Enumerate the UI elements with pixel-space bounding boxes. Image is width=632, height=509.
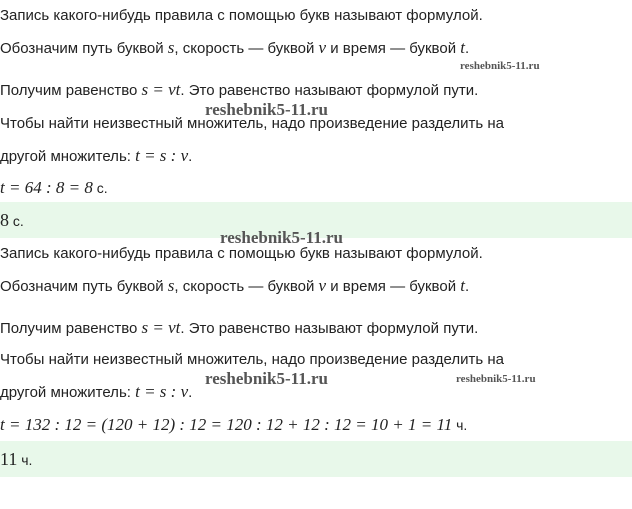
watermark-5: reshebnik5-11.ru (456, 373, 536, 385)
s2-notation-text-c: и время — буквой (326, 278, 461, 295)
s1-notation-text-b: , скорость — буквой (174, 40, 319, 57)
s1-equality-text-b: . Это равенство называют формулой пути. (180, 82, 479, 99)
s1-answer-unit: с. (9, 213, 24, 229)
s2-divisor-formula: t = s : ν (135, 382, 189, 401)
s2-divisor-text-b: . (188, 384, 193, 401)
s1-answer-value: 8 (0, 210, 9, 230)
s2-calculation (0, 413, 467, 436)
s2-divisor-text-a: другой множитель: (0, 384, 136, 401)
s2-answer (0, 448, 32, 471)
s2-calculation-formula: t = 132 : 12 = (120 + 12) : 12 = 120 : 12 + 12 : 12 = 10 + 1 = 11 (0, 415, 453, 434)
s2-calculation-unit: ч. (452, 417, 468, 433)
s2-notation-text-a: Обозначим путь буквой (0, 278, 168, 295)
s1-divisor-text-a: другой множитель: (0, 148, 136, 165)
s2-notation-text-b: , скорость — буквой (174, 278, 319, 295)
watermark-2: reshebnik5-11.ru (205, 100, 328, 119)
s1-var-v: ν (318, 38, 327, 57)
s1-answer (0, 209, 24, 232)
s1-notation-text-d: . (464, 40, 470, 57)
s1-divisor-text-b: . (188, 148, 193, 165)
s1-calculation-formula: t = 64 : 8 = 8 (0, 178, 93, 197)
s2-answer-band (0, 441, 632, 477)
s2-rule-line (0, 350, 504, 370)
s2-rule-text: Чтобы найти неизвестный множитель, надо произведение разделить на (0, 351, 504, 368)
s1-notation-text-c: и время — буквой (326, 40, 461, 57)
s1-var-t: t (460, 38, 465, 57)
s2-notation-text-d: . (464, 278, 470, 295)
s2-divisor-line (0, 382, 192, 403)
s1-divisor-line (0, 146, 192, 167)
s1-notation-line (0, 38, 469, 59)
watermark-1: reshebnik5-11.ru (460, 60, 540, 72)
s2-equality-line (0, 318, 478, 339)
s1-calculation-unit: с. (92, 180, 108, 196)
s2-equality-formula: s = νt (141, 318, 181, 337)
s2-var-t: t (460, 276, 465, 295)
s1-calculation (0, 176, 108, 199)
s2-equality-text-a: Получим равенство (0, 320, 142, 337)
s2-notation-line (0, 276, 469, 297)
s1-var-s: s (167, 38, 175, 57)
watermark-4: reshebnik5-11.ru (205, 369, 328, 388)
watermark-3: reshebnik5-11.ru (220, 228, 343, 247)
s2-answer-value: 11 (0, 449, 18, 469)
s1-definition-line (0, 6, 483, 26)
s1-definition-text: Запись какого-нибудь правила с помощью букв называют формулой. (0, 7, 483, 24)
s2-var-v: ν (318, 276, 327, 295)
s2-definition-text: Запись какого-нибудь правила с помощью букв называют формулой. (0, 245, 483, 262)
s2-var-s: s (167, 276, 175, 295)
s1-equality-text-a: Получим равенство (0, 82, 142, 99)
s2-answer-unit: ч. (17, 452, 33, 468)
s1-notation-text-a: Обозначим путь буквой (0, 40, 168, 57)
s1-divisor-formula: t = s : ν (135, 146, 189, 165)
s1-equality-line (0, 80, 478, 101)
s1-rule-text: Чтобы найти неизвестный множитель, надо произведение разделить на (0, 115, 504, 132)
s2-equality-text-b: . Это равенство называют формулой пути. (180, 320, 479, 337)
s1-equality-formula: s = νt (141, 80, 181, 99)
